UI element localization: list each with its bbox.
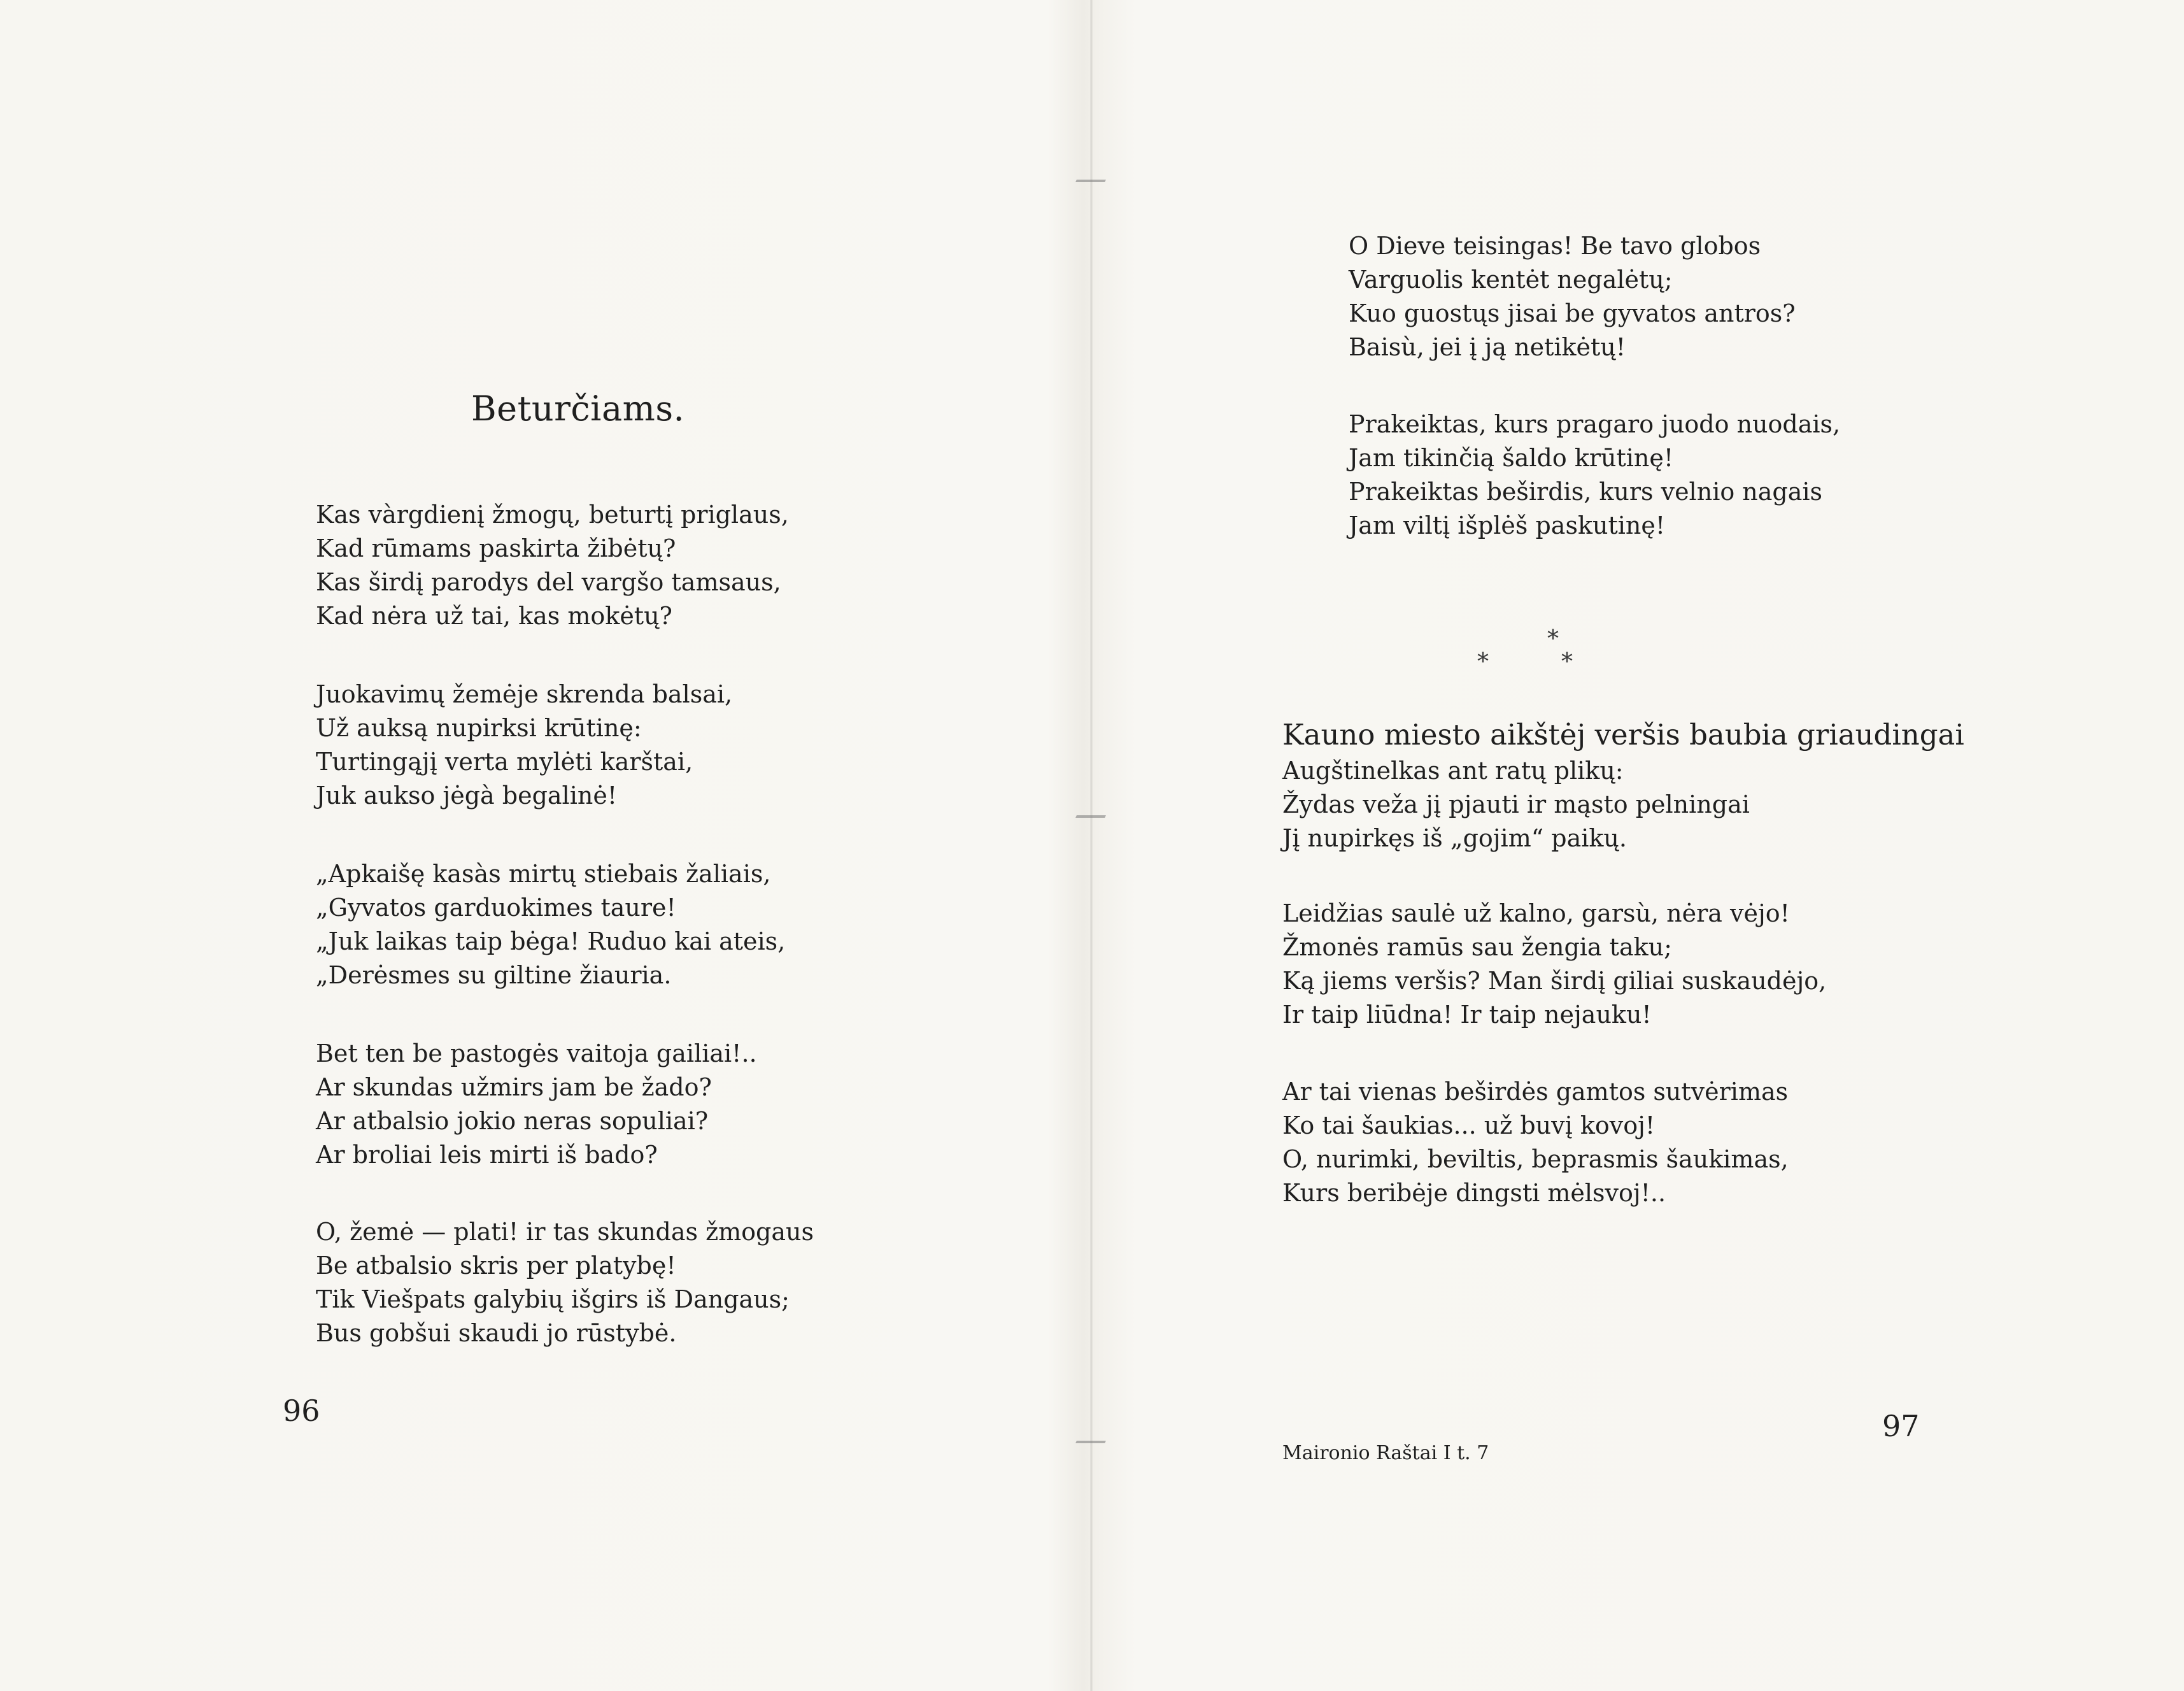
verse-line: „Gyvatos garduokimes taure! [316,894,676,922]
right-stanza-1 [1349,229,1796,364]
book-gutter [1090,0,1093,1691]
left-stanza-4 [316,1037,757,1172]
right-stanza-4 [1282,897,1826,1032]
verse-line: Kas širdį parodys del vargšo tamsaus, [316,568,781,596]
asterism-star: * [1561,649,1573,675]
right-stanza-2 [1349,408,1840,543]
verse-line: Bus gobšui skaudi jo rūstybė. [316,1319,677,1347]
verse-line: „Derėsmes su giltine žiauria. [316,961,672,989]
verse-line: Kad rūmams paskirta žibėtų? [316,534,676,562]
verse-line: Žydas veža jį pjauti ir mąsto pelningai [1282,790,1750,818]
verse-line: Už auksą nupirksi krūtinę: [316,714,642,742]
page-number: 97 [1882,1409,1920,1443]
right-stanza-3 [1282,716,1964,855]
verse-line: Prakeiktas beširdis, kurs velnio nagais [1349,478,1823,506]
verse-line: Kurs beribėje dingsti mėlsvoj!.. [1282,1179,1666,1207]
verse-line: „Juk laikas taip bėga! Ruduo kai ateis, [316,927,786,955]
verse-line: O, nurimki, beviltis, beprasmis šaukimas, [1282,1145,1789,1173]
verse-line: Tik Viešpats galybių išgirs iš Dangaus; [316,1285,790,1313]
verse-line: Žmonės ramūs sau žengia taku; [1282,933,1672,961]
left-stanza-3 [316,857,785,992]
asterism-star: * [1477,649,1489,675]
right-stanza-5 [1282,1075,1789,1210]
verse-line: Augštinelkas ant ratų plikų: [1282,757,1624,785]
verse-line: Kuo guostųs jisai be gyvatos antros? [1349,299,1796,327]
verse-line: Kas vàrgdienį žmogų, beturtį priglaus, [316,501,789,529]
verse-line: Baisù, jei į ją netikėtų! [1349,333,1626,361]
left-stanza-1 [316,498,789,633]
verse-line: Prakeiktas, kurs pragaro juodo nuodais, [1349,410,1841,438]
left-page [0,0,1090,1691]
verse-line: Leidžias saulė už kalno, garsù, nėra vėjo! [1282,899,1790,927]
verse-line: Jam tikinčią šaldo krūtinę! [1349,444,1674,472]
verse-line: Varguolis kentėt negalėtų; [1349,266,1673,294]
verse-line: Ar broliai leis mirti iš bado? [316,1141,658,1169]
verse-line: Juk aukso jėgà begalinė! [316,781,618,810]
verse-line: Jį nupirkęs iš „gojim“ paikų. [1282,824,1627,852]
left-stanza-5 [316,1215,814,1350]
verse-line: Juokavimų žemėje skrenda balsai, [316,680,733,708]
verse-line: O, žemė — plati! ir tas skundas žmogaus [316,1218,814,1246]
poem-title: Beturčiams. [471,389,685,429]
verse-line: Ką jiems veršis? Man širdį giliai suskaudėjo, [1282,967,1827,995]
verse-line: Ko tai šaukias... už buvį kovoj! [1282,1111,1656,1139]
verse-line: Jam viltį išplėš paskutinę! [1349,511,1666,539]
verse-line: Be atbalsio skris per platybę! [316,1252,676,1280]
verse-line: Ar skundas užmirs jam be žado? [316,1073,712,1101]
asterism-star: * [1547,626,1559,652]
verse-line: O Dieve teisingas! Be tavo globos [1349,232,1761,260]
right-page [1094,0,2184,1691]
verse-line: Ar atbalsio jokio neras sopuliai? [316,1107,709,1135]
footer-signature: Maironio Raštai I t. 7 [1282,1442,1489,1464]
verse-line: Kad nėra už tai, kas mokėtų? [316,602,672,630]
page-number: 96 [283,1394,320,1428]
verse-line: „Apkaišę kasàs mirtų stiebais žaliais, [316,860,771,888]
verse-line: Kauno miesto aikštėj veršis baubia griaudingai [1282,718,1964,752]
verse-line: Turtingąjį verta mylėti karštai, [316,748,693,776]
left-stanza-2 [316,678,732,813]
verse-line: Bet ten be pastogės vaitoja gailiai!.. [316,1039,757,1067]
verse-line: Ir taip liūdna! Ir taip nejauku! [1282,1001,1652,1029]
verse-line: Ar tai vienas beširdės gamtos sutvėrimas [1282,1078,1789,1106]
